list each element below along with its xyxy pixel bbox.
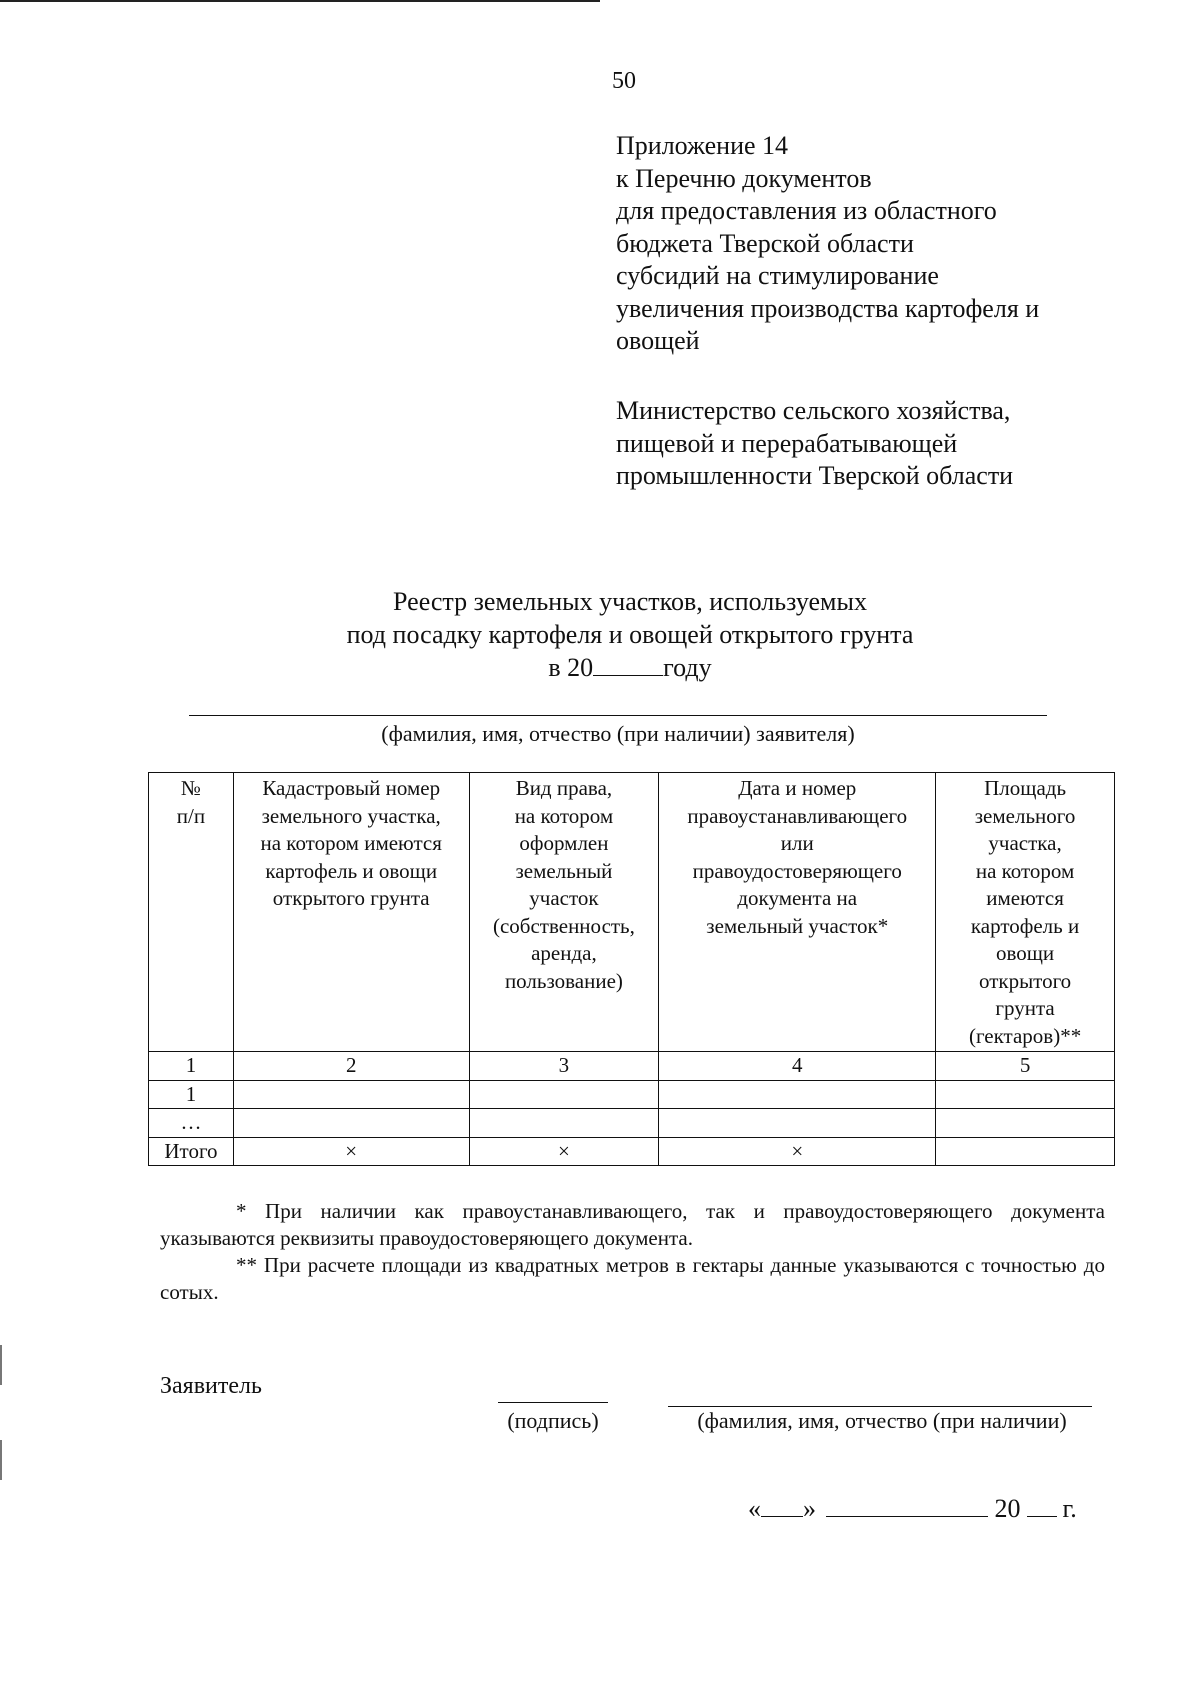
header-text-line: участка, xyxy=(988,831,1062,855)
applicant-name-field[interactable] xyxy=(189,715,1047,716)
header-cell-cadastral xyxy=(233,773,469,1052)
appendix-heading xyxy=(616,130,1039,358)
header-text-line: грунта xyxy=(995,996,1055,1020)
left-margin-mark xyxy=(0,1345,2,1385)
header-text-line: (собственность, xyxy=(492,913,635,938)
header-text-line: земельный участок* xyxy=(706,913,889,938)
footnote: * При наличии как правоустанавливающего, так и правоудостоверяющего документа указываются реквизиты правоудостоверяющего документа. xyxy=(160,1199,1105,1250)
header-text-line: имеются xyxy=(986,886,1064,910)
table-total-row xyxy=(149,1137,1115,1166)
header-text-line: (гектаров)** xyxy=(968,1023,1082,1048)
header-text-line: открытого грунта xyxy=(272,886,430,910)
appendix-line: увеличения производства картофеля и xyxy=(616,293,1040,323)
table-cell[interactable] xyxy=(233,1109,469,1138)
appendix-line: Приложение 14 xyxy=(616,131,789,160)
signature-caption: (подпись) xyxy=(507,1408,599,1433)
appendix-line: для предоставления из областного xyxy=(616,196,997,225)
left-margin-mark xyxy=(0,1440,2,1480)
table-cell: 3 xyxy=(469,1052,659,1081)
header-text-line: правоустанавливающего xyxy=(687,803,908,828)
footnote: ** При расчете площади из квадратных метров в гектары данные указываются с точностью до сотых. xyxy=(160,1253,1105,1304)
header-cell-right-type xyxy=(469,773,659,1052)
title-year-prefix: в 20 xyxy=(548,653,594,682)
appendix-line: овощей xyxy=(616,326,700,355)
day-field[interactable] xyxy=(761,1494,803,1517)
applicant-label: Заявитель xyxy=(160,1373,262,1399)
table-cell[interactable] xyxy=(659,1109,936,1138)
title-line-2: под посадку картофеля и овощей открытого грунта xyxy=(346,620,914,649)
table-cell[interactable] xyxy=(469,1109,659,1138)
date-year-suffix: г. xyxy=(1062,1494,1077,1523)
ministry-line: Министерство сельского хозяйства, xyxy=(616,396,1011,425)
header-text-line: Вид права, xyxy=(515,776,613,800)
header-text-line: участок xyxy=(529,886,599,910)
header-text-line: Дата и номер xyxy=(738,776,857,800)
header-cell-number xyxy=(149,773,234,1052)
land-registry-table xyxy=(148,772,1115,1166)
year-blank-field[interactable] xyxy=(593,651,663,676)
table-cell[interactable] xyxy=(233,1080,469,1109)
footnotes xyxy=(160,1198,1105,1306)
appendix-line: субсидий на стимулирование xyxy=(616,261,939,290)
header-text-line: оформлен xyxy=(519,831,609,855)
table-header-row xyxy=(149,773,1115,1052)
table-cell: × xyxy=(659,1137,936,1166)
table-cell[interactable] xyxy=(469,1080,659,1109)
title-year-suffix: году xyxy=(663,653,712,682)
month-field[interactable] xyxy=(826,1494,988,1517)
table-cell[interactable] xyxy=(936,1109,1115,1138)
header-text-line: открытого xyxy=(978,968,1072,993)
table-cell: … xyxy=(149,1109,234,1138)
header-text-line: Площадь xyxy=(984,776,1067,800)
date-line xyxy=(748,1494,1077,1524)
header-text-line: на котором имеются xyxy=(260,831,442,855)
applicant-fio-caption: (фамилия, имя, отчество (при наличии) xyxy=(697,1408,1067,1433)
year-field[interactable] xyxy=(1027,1494,1057,1517)
header-text-line: овощи xyxy=(995,941,1055,965)
appendix-line: к Перечню документов xyxy=(616,163,872,193)
date-quote-open: « xyxy=(748,1494,761,1523)
header-text-line: земельного участка, xyxy=(261,803,441,828)
header-text-line: аренда, xyxy=(531,941,597,965)
header-text-line: № xyxy=(180,776,201,800)
header-text-line: на котором xyxy=(975,858,1075,883)
table-cell[interactable] xyxy=(936,1137,1115,1166)
table-cell: 1 xyxy=(149,1080,234,1109)
page-number: 50 xyxy=(612,68,636,94)
top-edge-line xyxy=(0,0,600,2)
table-row xyxy=(149,1052,1115,1081)
appendix-line: бюджета Тверской области xyxy=(616,228,914,258)
table-row xyxy=(149,1080,1115,1109)
header-text-line: картофель и xyxy=(970,913,1080,938)
header-text-line: Кадастровый номер xyxy=(262,776,441,800)
header-text-line: картофель и овощи xyxy=(265,858,438,883)
table-row xyxy=(149,1109,1115,1138)
header-text-line: земельный xyxy=(515,858,613,883)
applicant-fio-field[interactable] xyxy=(668,1406,1092,1407)
header-cell-document xyxy=(659,773,936,1052)
header-text-line: правоудостоверяющего xyxy=(692,858,902,883)
header-text-line: документа на xyxy=(737,886,858,910)
table-cell: 5 xyxy=(936,1052,1115,1081)
title-line-1: Реестр земельных участков, используемых xyxy=(393,587,867,616)
signature-field[interactable] xyxy=(498,1402,608,1403)
document-title xyxy=(180,585,1080,684)
header-text-line: земельного xyxy=(974,803,1076,828)
table-cell[interactable] xyxy=(659,1080,936,1109)
table-cell: 4 xyxy=(659,1052,936,1081)
table-cell[interactable] xyxy=(936,1080,1115,1109)
date-quote-close: » xyxy=(803,1494,816,1523)
header-text-line: на котором xyxy=(514,803,614,828)
title-year-line xyxy=(180,651,1080,684)
header-text-line: п/п xyxy=(176,803,206,828)
table-cell: 1 xyxy=(149,1052,234,1081)
header-cell-area xyxy=(936,773,1115,1052)
ministry-line: промышленности Тверской области xyxy=(616,461,1014,490)
header-text-line: или xyxy=(780,831,814,855)
ministry-line: пищевой и перерабатывающей xyxy=(616,428,958,458)
table-cell: × xyxy=(233,1137,469,1166)
applicant-name-caption: (фамилия, имя, отчество (при наличии) заявителя) xyxy=(381,721,855,746)
header-text-line: пользование) xyxy=(504,968,623,993)
table-cell: 2 xyxy=(233,1052,469,1081)
addressee-ministry xyxy=(616,395,1013,493)
table-cell: Итого xyxy=(149,1137,234,1166)
date-year-prefix: 20 xyxy=(994,1494,1021,1523)
table-cell: × xyxy=(469,1137,659,1166)
